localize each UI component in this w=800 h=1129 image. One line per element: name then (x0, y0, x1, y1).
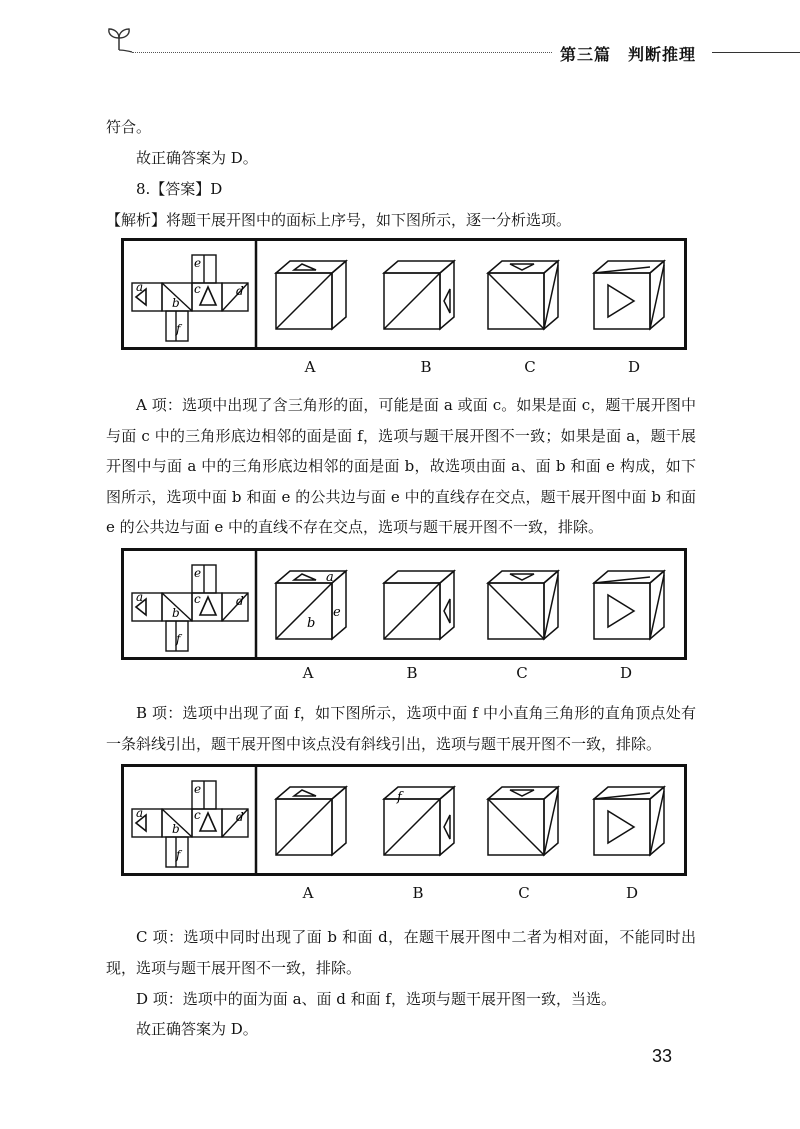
paragraph-option-c: C 项：选项中同时出现了面 b 和面 d，在题干展开图中二者为相对面，不能同时出现，选项与题干展开图不一致，排除。 (106, 928, 696, 977)
header-dotted-rule (132, 52, 552, 53)
paragraph-option-a: A 项：选项中出现了含三角形的面，可能是面 a 或面 c。如果是面 c，题干展开图中与面 c 中的三角形底边相邻的面是面 f，选项与题干展开图不一致；如果是面 a，题干展开图中与面 a 中的三角形底边相邻的面是面 b，故选项由面 a、面 b 和面 e 构成，如下图所示，选项中面 b 和面 e 的公共边与面 e 中的直线存在交点，题干展开图中面 b 和面 e 的公共边与面 e 中的直线不存在交点，选项与题干展开图不一致，排除。 (106, 396, 696, 536)
svg-text:e: e (333, 605, 341, 620)
text-line-2: 故正确答案为 D。 (136, 149, 258, 167)
net-label-b: b (172, 296, 180, 310)
net-label-c: c (194, 282, 201, 296)
net-label-f: f (176, 848, 181, 862)
net-label-a: a (136, 590, 144, 604)
sprout-icon (104, 24, 134, 54)
option-label-b: B (412, 884, 424, 902)
option-label-c: C (524, 358, 536, 376)
figure-1 (121, 238, 687, 350)
figure-1-option-labels (0, 358, 800, 382)
net-label-e: e (194, 256, 202, 270)
net-label-f: f (176, 322, 181, 336)
option-label-c: C (516, 664, 528, 682)
text-line-1: 符合。 (106, 118, 152, 136)
option-label-b: B (420, 358, 432, 376)
paragraph-option-b: B 项：选项中出现了面 f，如下图所示，选项中面 f 中小直角三角形的直角顶点处有一条斜线引出，题干展开图中该点没有斜线引出，选项与题干展开图不一致，排除。 (106, 704, 696, 753)
svg-text:a: a (326, 570, 334, 585)
option-label-d: D (619, 664, 633, 682)
net-label-b: b (172, 822, 180, 836)
option-label-a: A (304, 358, 316, 376)
answer-line: 8.【答案】D (136, 180, 223, 198)
option-label-d: D (625, 884, 639, 902)
figure-1-drawing (124, 241, 684, 347)
net-label-d: d (236, 284, 244, 298)
net-label-e: e (194, 782, 202, 796)
net-label-d: d (236, 594, 244, 608)
svg-text:f: f (397, 790, 402, 805)
figure-2-option-labels (0, 664, 800, 688)
section-title: 第三篇 判断推理 (560, 45, 697, 64)
option-label-b: B (406, 664, 418, 682)
net-label-e: e (194, 566, 202, 580)
option-label-d: D (627, 358, 641, 376)
paragraph-option-d: D 项：选项中的面为面 a、面 d 和面 f，选项与题干展开图一致，当选。 (136, 990, 616, 1008)
net-label-c: c (194, 808, 201, 822)
figure-3-drawing (124, 767, 684, 873)
net-diagram (132, 255, 248, 341)
option-label-c: C (518, 884, 530, 902)
final-answer: 故正确答案为 D。 (136, 1020, 258, 1038)
svg-text:b: b (307, 616, 316, 631)
figure-2-drawing (124, 551, 684, 657)
option-label-a: A (302, 884, 314, 902)
analysis-line: 【解析】将题干展开图中的面标上序号，如下图所示，逐一分析选项。 (106, 211, 572, 229)
page-number: 33 (652, 1046, 673, 1066)
option-label-a: A (302, 664, 314, 682)
net-label-a: a (136, 280, 144, 294)
net-label-f: f (176, 632, 181, 646)
header-rule (712, 52, 800, 53)
net-label-b: b (172, 606, 180, 620)
net-label-d: d (236, 810, 244, 824)
net-label-a: a (136, 806, 144, 820)
figure-2 (121, 548, 687, 660)
figure-3 (121, 764, 687, 876)
net-label-c: c (194, 592, 201, 606)
figure-3-option-labels (0, 884, 800, 908)
